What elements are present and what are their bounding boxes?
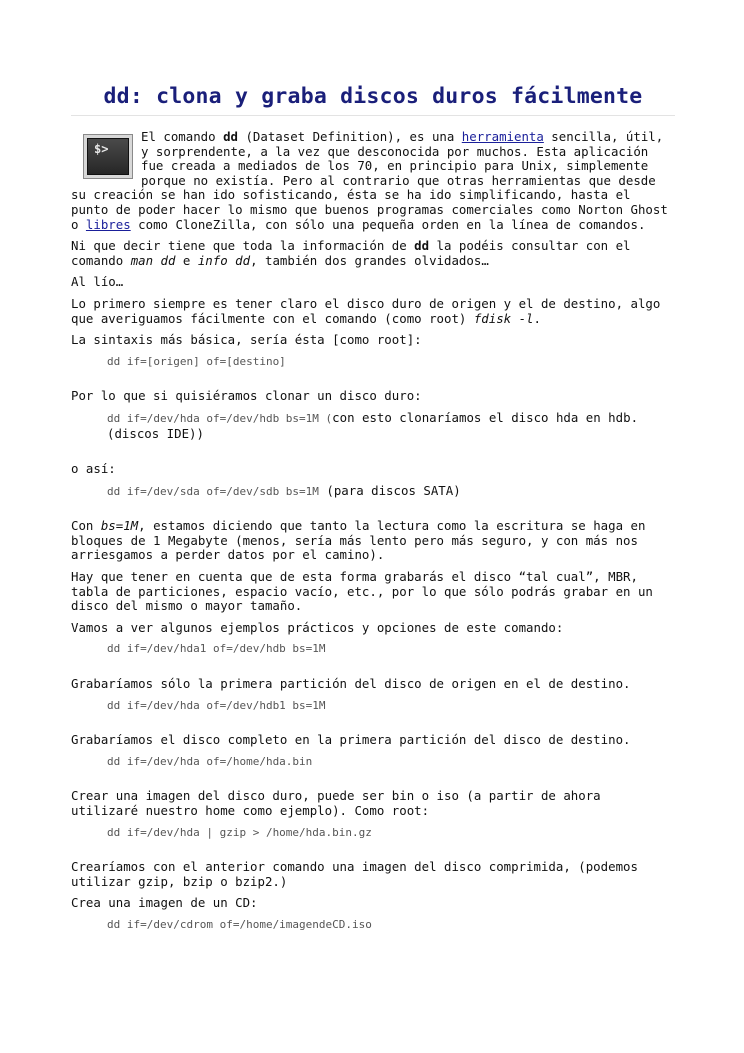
primera-particion-paragraph: Grabaríamos sólo la primera partición del disco de origen en el de destino. [71, 676, 631, 692]
code-hda1: dd if=/dev/hda1 of=/dev/hdb bs=1M [107, 642, 326, 656]
article [71, 84, 675, 933]
comprimida-paragraph: Crearíamos con el anterior comando una imagen del disco comprimida, (podemos utilizar gzip, bzip o bzip2.) [71, 859, 638, 889]
imagen-paragraph: Crear una imagen del disco duro, puede ser bin o iso (a partir de ahora utilizaré nuestro home como ejemplo). Como root: [71, 788, 601, 818]
code-syntax: dd if=[origen] of=[destino] [107, 354, 286, 368]
intro-paragraph: El comando dd (Dataset Definition), es una herramienta sencilla, útil, y sorprendente, a la vez que desconocida por muchos. Esta aplicación fue creada a mediados de los 70, en principio para Unix, simplemente porque no existía. Pero al contrario que otras herramientas que desde su creación se han ido sofisticando, ésta se ha ido simplificando, hasta el punto de poder hacer lo mismo que buenos programas comerciales como Norton Ghost o libres como CloneZilla, con sólo una pequeña orden en la línea de comandos. [71, 129, 668, 232]
terminal-icon: $> [83, 134, 133, 179]
intro-block [71, 130, 675, 232]
syntax-paragraph: La sintaxis más básica, sería ésta [como root]: [71, 332, 422, 348]
code-bin: dd if=/dev/hda of=/home/hda.bin [107, 754, 313, 768]
cd-paragraph: Crea una imagen de un CD: [71, 895, 258, 911]
code-hdb1: dd if=/dev/hda of=/dev/hdb1 bs=1M [107, 698, 326, 712]
page-title: dd: clona y graba discos duros fácilmente [103, 84, 643, 109]
clone-paragraph: Por lo que si quisiéramos clonar un disco duro: [71, 388, 422, 404]
code-sata: dd if=/dev/sda of=/dev/sdb bs=1M (para discos SATA) [107, 482, 461, 498]
code-cdrom: dd if=/dev/cdrom of=/home/imagendeCD.iso [107, 917, 372, 931]
lio-paragraph: Al lío… [71, 274, 124, 290]
libres-link[interactable]: libres [85, 216, 131, 232]
title-divider [71, 115, 675, 116]
bs-paragraph: Con bs=1M, estamos diciendo que tanto la lectura como la escritura se haga en bloques de 1 Megabyte (menos, sería más lento pero más seguro, y con más nos arriesgamos a perder datos por el camino). [71, 518, 646, 563]
tal-cual-paragraph: Hay que tener en cuenta que de esta forma grabarás el disco “tal cual”, MBR, tabla de particiones, espacio vacío, etc., por lo que sólo podrás grabar en un disco del mismo o mayor tamaño. [71, 569, 653, 614]
disco-completo-paragraph: Grabaríamos el disco completo en la primera partición del disco de destino. [71, 732, 631, 748]
herramienta-link[interactable]: herramienta [461, 129, 544, 144]
code-ide: dd if=/dev/hda of=/dev/hdb bs=1M (con esto clonaríamos el disco hda en hdb. (discos IDE)) [107, 409, 639, 441]
info-paragraph: Ni que decir tiene que toda la información de dd la podéis consultar con el comando man dd e info dd, también dos grandes olvidados… [71, 238, 631, 268]
first-paragraph: Lo primero siempre es tener claro el disco duro de origen y el de destino, algo que averiguamos fácilmente con el comando (como root) fdisk -l. [71, 295, 661, 326]
oasi-paragraph: o así: [71, 461, 116, 477]
code-gzip: dd if=/dev/hda | gzip > /home/hda.bin.gz [107, 825, 372, 839]
ejemplos-paragraph: Vamos a ver algunos ejemplos prácticos y opciones de este comando: [71, 619, 564, 635]
